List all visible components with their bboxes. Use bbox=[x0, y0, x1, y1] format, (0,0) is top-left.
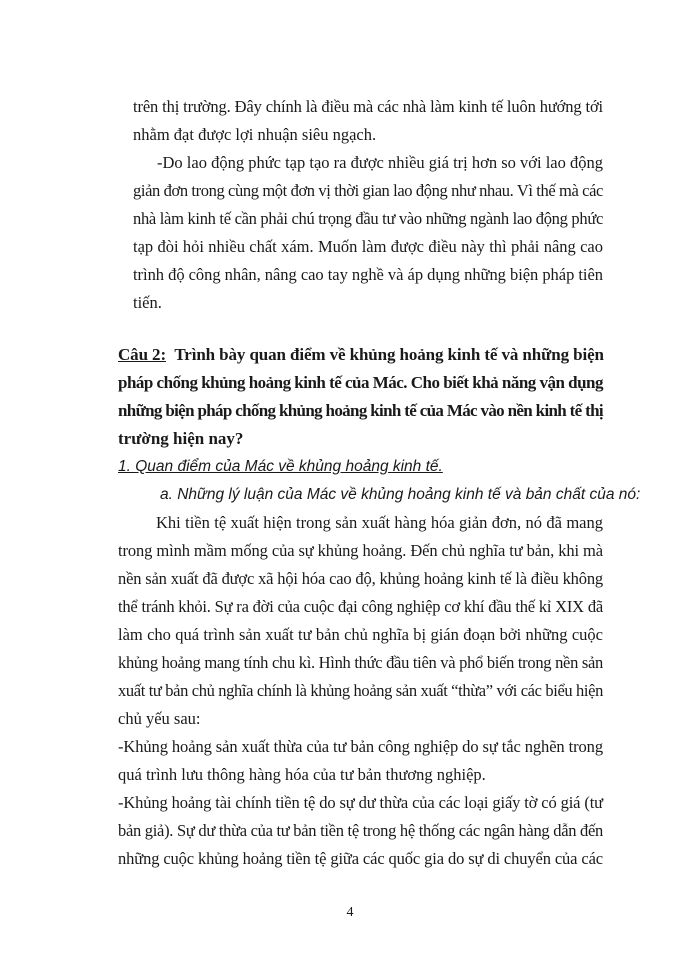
paragraph-line: trên thị trường. Đây chính là điều mà các nhà làm kinh tế luôn hướng tới bbox=[133, 97, 603, 116]
subheading: a. Những lý luận của Mác về khủng hoảng kinh tế và bản chất của nó: bbox=[160, 486, 641, 503]
paragraph-line: xuất tư bản chủ nghĩa chính là khủng hoảng sản xuất “thừa” với các biểu hiện bbox=[118, 681, 603, 700]
paragraph-line: thể tránh khỏi. Sự ra đời của cuộc đại công nghiệp cơ khí đầu thế kỉ XIX đã bbox=[118, 597, 603, 616]
paragraph-line: quá trình lưu thông hàng hóa của tư bản thương nghiệp. bbox=[118, 765, 486, 784]
paragraph-line: -Khủng hoảng tài chính tiền tệ do sự dư thừa của các loại giấy tờ có giá (tư bbox=[118, 793, 603, 812]
question-label: Câu 2: bbox=[118, 345, 167, 364]
paragraph-line: nhằm đạt được lợi nhuận siêu ngạch. bbox=[133, 125, 377, 144]
page-number: 4 bbox=[346, 905, 354, 920]
paragraph-line: bản giả). Sự dư thừa của tư bản tiền tệ trong hệ thống các ngân hàng dẫn đến bbox=[118, 821, 603, 840]
paragraph-line: khủng hoảng mang tính chu kì. Hình thức đầu tiên và phổ biến trong nền sản bbox=[118, 653, 603, 672]
paragraph-line: trình độ công nhân, nâng cao tay nghề và áp dụng những biện pháp tiên bbox=[133, 265, 603, 284]
paragraph-line: những cuộc khủng hoảng tiền tệ giữa các quốc gia do sự di chuyển của các bbox=[118, 849, 604, 868]
paragraph-line: chủ yếu sau: bbox=[118, 709, 201, 728]
paragraph-line: -Khủng hoảng sản xuất thừa của tư bản công nghiệp do sự tắc nghẽn trong bbox=[118, 737, 603, 756]
paragraph-line: trong mình mầm mống của sự khủng hoảng. Đến chủ nghĩa tư bản, khi mà bbox=[118, 541, 603, 560]
paragraph-line: -Do lao động phức tạp tạo ra được nhiều giá trị hơn so với lao động bbox=[157, 153, 603, 172]
paragraph-line: tiến. bbox=[133, 293, 162, 312]
section-heading: 1. Quan điểm của Mác về khủng hoảng kinh tế. bbox=[118, 458, 443, 475]
question-line: những biện pháp chống khủng hoảng kinh tế của Mác vào nền kinh tế thị bbox=[118, 401, 603, 420]
paragraph-line: nhà làm kinh tế cần phải chú trọng đầu tư vào những ngành lao động phức bbox=[133, 209, 603, 228]
paragraph-line: làm cho quá trình sản xuất tư bản chủ nghĩa bị gián đoạn bởi những cuộc bbox=[118, 625, 603, 644]
question-line: pháp chống khủng hoảng kinh tế của Mác. Cho biết khả năng vận dụng bbox=[118, 373, 603, 392]
paragraph-line: Khi tiền tệ xuất hiện trong sản xuất hàng hóa giản đơn, nó đã mang bbox=[156, 513, 603, 532]
question-line: Trình bày quan điểm về khủng hoảng kinh tế và những biện bbox=[174, 345, 604, 364]
paragraph-line: tạp đòi hỏi nhiều chất xám. Muốn làm được điều này thì phải nâng cao bbox=[133, 237, 603, 256]
paragraph-line: giản đơn trong cùng một đơn vị thời gian lao động như nhau. Vì thế mà các bbox=[133, 181, 603, 200]
paragraph-line: nền sản xuất đã được xã hội hóa cao độ, khủng hoảng kinh tế là điều không bbox=[118, 569, 603, 588]
question-heading bbox=[118, 345, 604, 365]
question-line: trường hiện nay? bbox=[118, 429, 244, 448]
